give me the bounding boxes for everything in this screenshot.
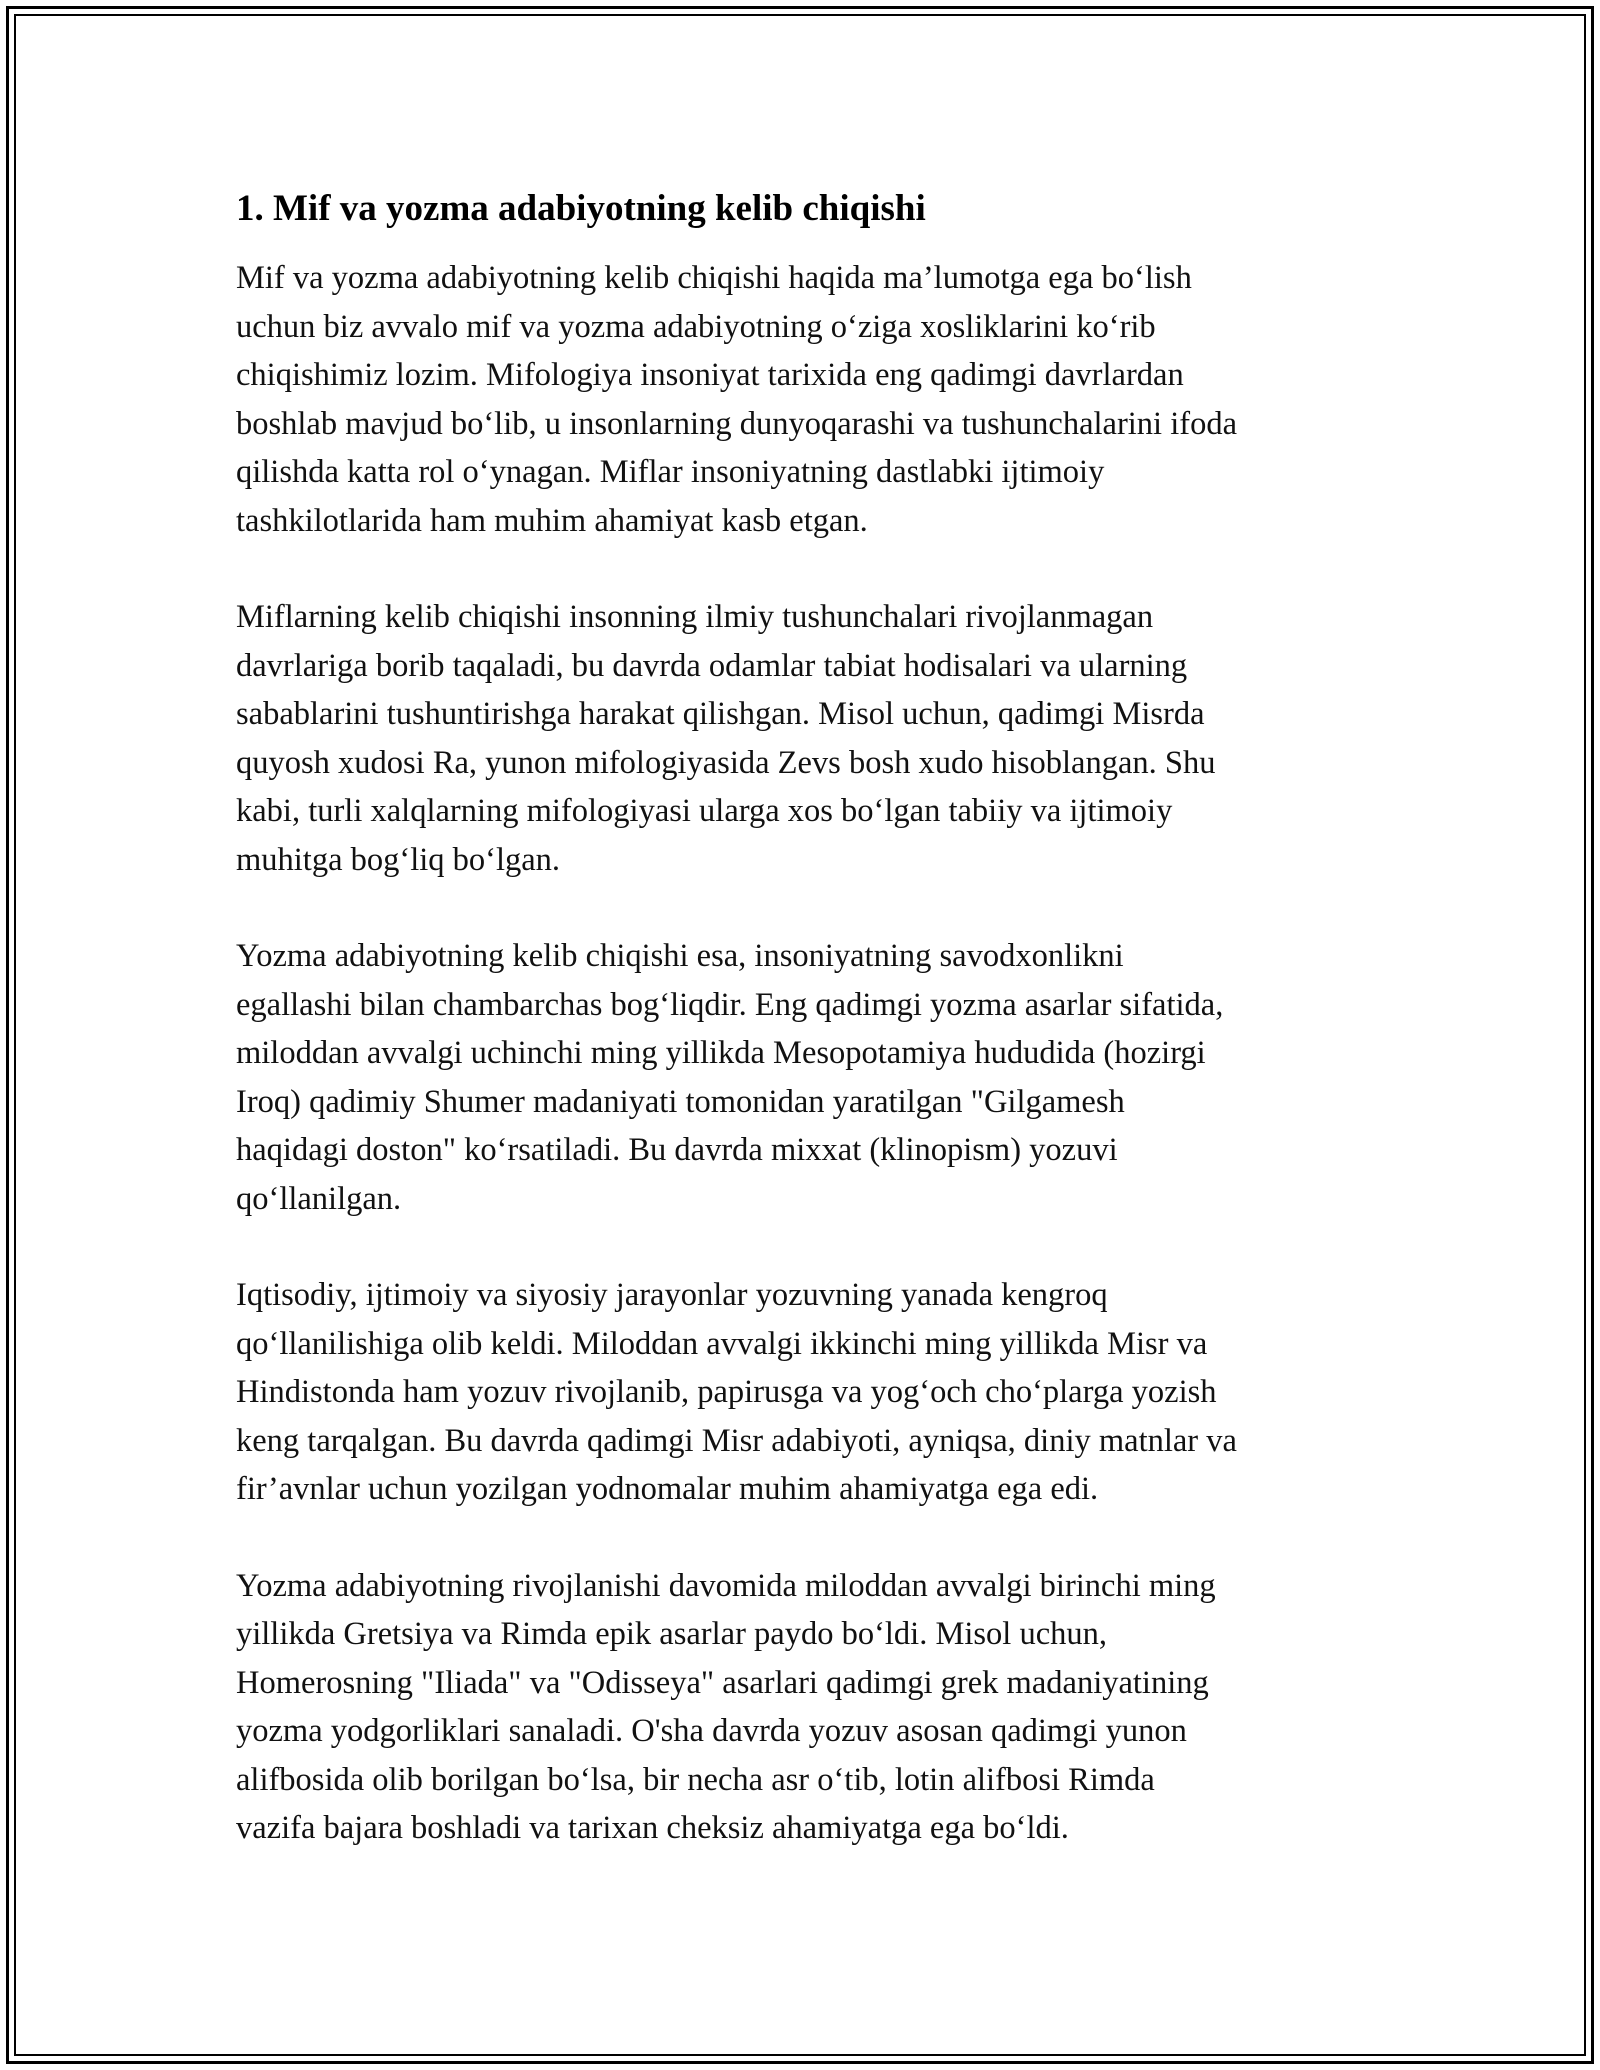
paragraph-1: Mif va yozma adabiyotning kelib chiqishi haqida ma’lumotga ega bo‘lish uchun biz avvalo mif va yozma adabiyotning o‘ziga xosliklarini ko‘rib chiqishimiz lozim. Mifologiya insoniyat tarixida eng qadimgi davrlardan boshlab mavjud bo‘lib, u insonlarning dunyoqarashi va tushunchalarini ifoda qilishda katta rol o‘ynagan. Miflar insoniyatning dastlabki ijtimoiy tashkilotlarida ham muhim ahamiyat kasb etgan. — [236, 260, 1237, 539]
document-body — [236, 186, 1376, 1901]
paragraph-4: Iqtisodiy, ijtimoiy va siyosiy jarayonlar yozuvning yanada kengroq qo‘llanilishiga olib keldi. Miloddan avvalgi ikkinchi ming yillikda Misr va Hindistonda ham yozuv rivojlanib, papirusga va yog‘och cho‘plarga yozish keng tarqalgan. Bu davrda qadimgi Misr adabiyoti, ayniqsa, diniy matnlar va fir’avnlar uchun yozilgan yodnomalar muhim ahamiyatga ega edi. — [236, 1277, 1237, 1507]
paragraph-5: Yozma adabiyotning rivojlanishi davomida miloddan avvalgi birinchi ming yillikda Gretsiya va Rimda epik asarlar paydo bo‘ldi. Misol uchun, Homerosning "Iliada" va "Odisseya" asarlari qadimgi grek madaniyatining yozma yodgorliklari sanaladi. O'sha davrda yozuv asosan qadimgi yunon alifbosida olib borilgan bo‘lsa, bir necha asr o‘tib, lotin alifbosi Rimda vazifa bajara boshladi va tarixan cheksiz ahamiyatga ega bo‘ldi. — [236, 1567, 1216, 1846]
section-heading: 1. Mif va yozma adabiyotning kelib chiqishi — [236, 188, 926, 229]
paragraph-3: Yozma adabiyotning kelib chiqishi esa, insoniyatning savodxonlikni egallashi bilan chambarchas bog‘liqdir. Eng qadimgi yozma asarlar sifatida, miloddan avvalgi uchinchi ming yillikda Mesopotamiya hududida (hozirgi Iroq) qadimiy Shumer madaniyati tomonidan yaratilgan "Gilgamesh haqidagi doston" ko‘rsatiladi. Bu davrda mixxat (klinopism) yozuvi qo‘llanilgan. — [236, 938, 1224, 1217]
paragraph-2: Miflarning kelib chiqishi insonning ilmiy tushunchalari rivojlanmagan davrlariga borib taqaladi, bu davrda odamlar tabiat hodisalari va ularning sabablarini tushuntirishga harakat qilishgan. Misol uchun, qadimgi Misrda quyosh xudosi Ra, yunon mifologiyasida Zevs bosh xudo hisoblangan. Shu kabi, turli xalqlarning mifologiyasi ularga xos bo‘lgan tabiiy va ijtimoiy muhitga bog‘liq bo‘lgan. — [236, 599, 1216, 878]
